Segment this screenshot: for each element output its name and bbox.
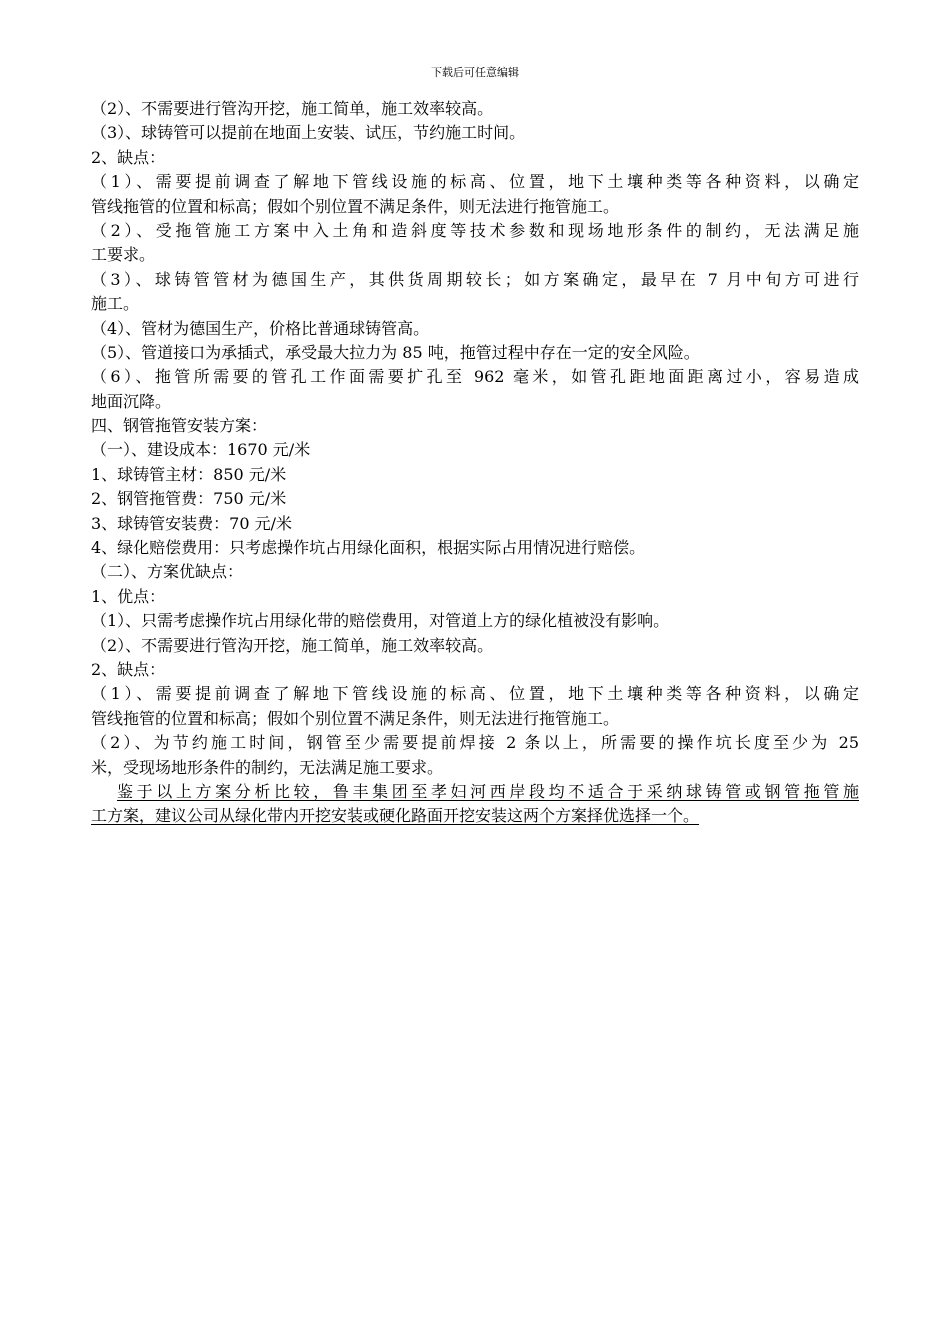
text-line: 地面沉降。	[91, 391, 172, 411]
text-line: 管线拖管的位置和标高；假如个别位置不满足条件，则无法进行拖管施工。	[91, 708, 620, 728]
text-line: 施工。	[91, 294, 140, 314]
page-header: 下载后可任意编辑	[431, 66, 519, 79]
text-line: （4）、管材为德国生产，价格比普通球铸管高。	[91, 318, 430, 338]
text-line: 工要求。	[91, 245, 156, 265]
section-heading: 1、优点：	[91, 586, 166, 606]
text-line: （1）、只需考虑操作坑占用绿化带的赔偿费用，对管道上方的绿化植被没有影响。	[91, 611, 670, 631]
conclusion-line: 鉴于以上方案分析比较，鲁丰集团至孝妇河西岸段均不适合于采纳球铸管或钢管拖管施	[117, 781, 859, 801]
text-line: （2）、受拖管施工方案中入土角和造斜度等技术参数和现场地形条件的制约，无法满足施	[91, 220, 859, 240]
section-heading: 四、钢管拖管安装方案：	[91, 416, 268, 436]
text-line: 2、钢管拖管费：750 元/米	[91, 489, 287, 509]
text-line: （3）、球铸管管材为德国生产，其供货周期较长；如方案确定，最早在 7 月中旬方可进行	[91, 269, 859, 289]
text-line: （1）、需要提前调查了解地下管线设施的标高、位置，地下土壤种类等各种资料，以确定	[91, 172, 859, 192]
text-line: 米，受现场地形条件的制约，无法满足施工要求。	[91, 757, 444, 777]
text-line: （1）、需要提前调查了解地下管线设施的标高、位置，地下土壤种类等各种资料，以确定	[91, 684, 859, 704]
conclusion-line: 工方案，建议公司从绿化带内开挖安装或硬化路面开挖安装这两个方案择优选择一个。	[91, 806, 700, 826]
text-line: （5）、管道接口为承插式，承受最大拉力为 85 吨，拖管过程中存在一定的安全风险。	[91, 342, 700, 362]
text-line: 管线拖管的位置和标高；假如个别位置不满足条件，则无法进行拖管施工。	[91, 196, 620, 216]
text-line: 3、球铸管安装费：70 元/米	[91, 513, 293, 533]
text-line: （6）、拖管所需要的管孔工作面需要扩孔至 962 毫米，如管孔距地面距离过小，容易造成	[91, 367, 859, 387]
section-heading: 2、缺点：	[91, 659, 166, 679]
text-line: （3）、球铸管可以提前在地面上安装、试压，节约施工时间。	[91, 123, 526, 143]
text-line: （2）、为节约施工时间，钢管至少需要提前焊接 2 条以上，所需要的操作坑长度至少为 25	[91, 733, 859, 753]
section-heading: 2、缺点：	[91, 147, 166, 167]
text-line: 4、绿化赔偿费用：只考虑操作坑占用绿化面积，根据实际占用情况进行赔偿。	[91, 538, 646, 558]
text-line: （一）、建设成本：1670 元/米	[91, 440, 311, 460]
text-line: （二）、方案优缺点：	[91, 562, 244, 582]
text-line: （2）、不需要进行管沟开挖，施工简单，施工效率较高。	[91, 99, 494, 118]
document-body	[91, 97, 859, 829]
text-line: （2）、不需要进行管沟开挖，施工简单，施工效率较高。	[91, 635, 494, 655]
text-line: 1、球铸管主材：850 元/米	[91, 464, 287, 484]
